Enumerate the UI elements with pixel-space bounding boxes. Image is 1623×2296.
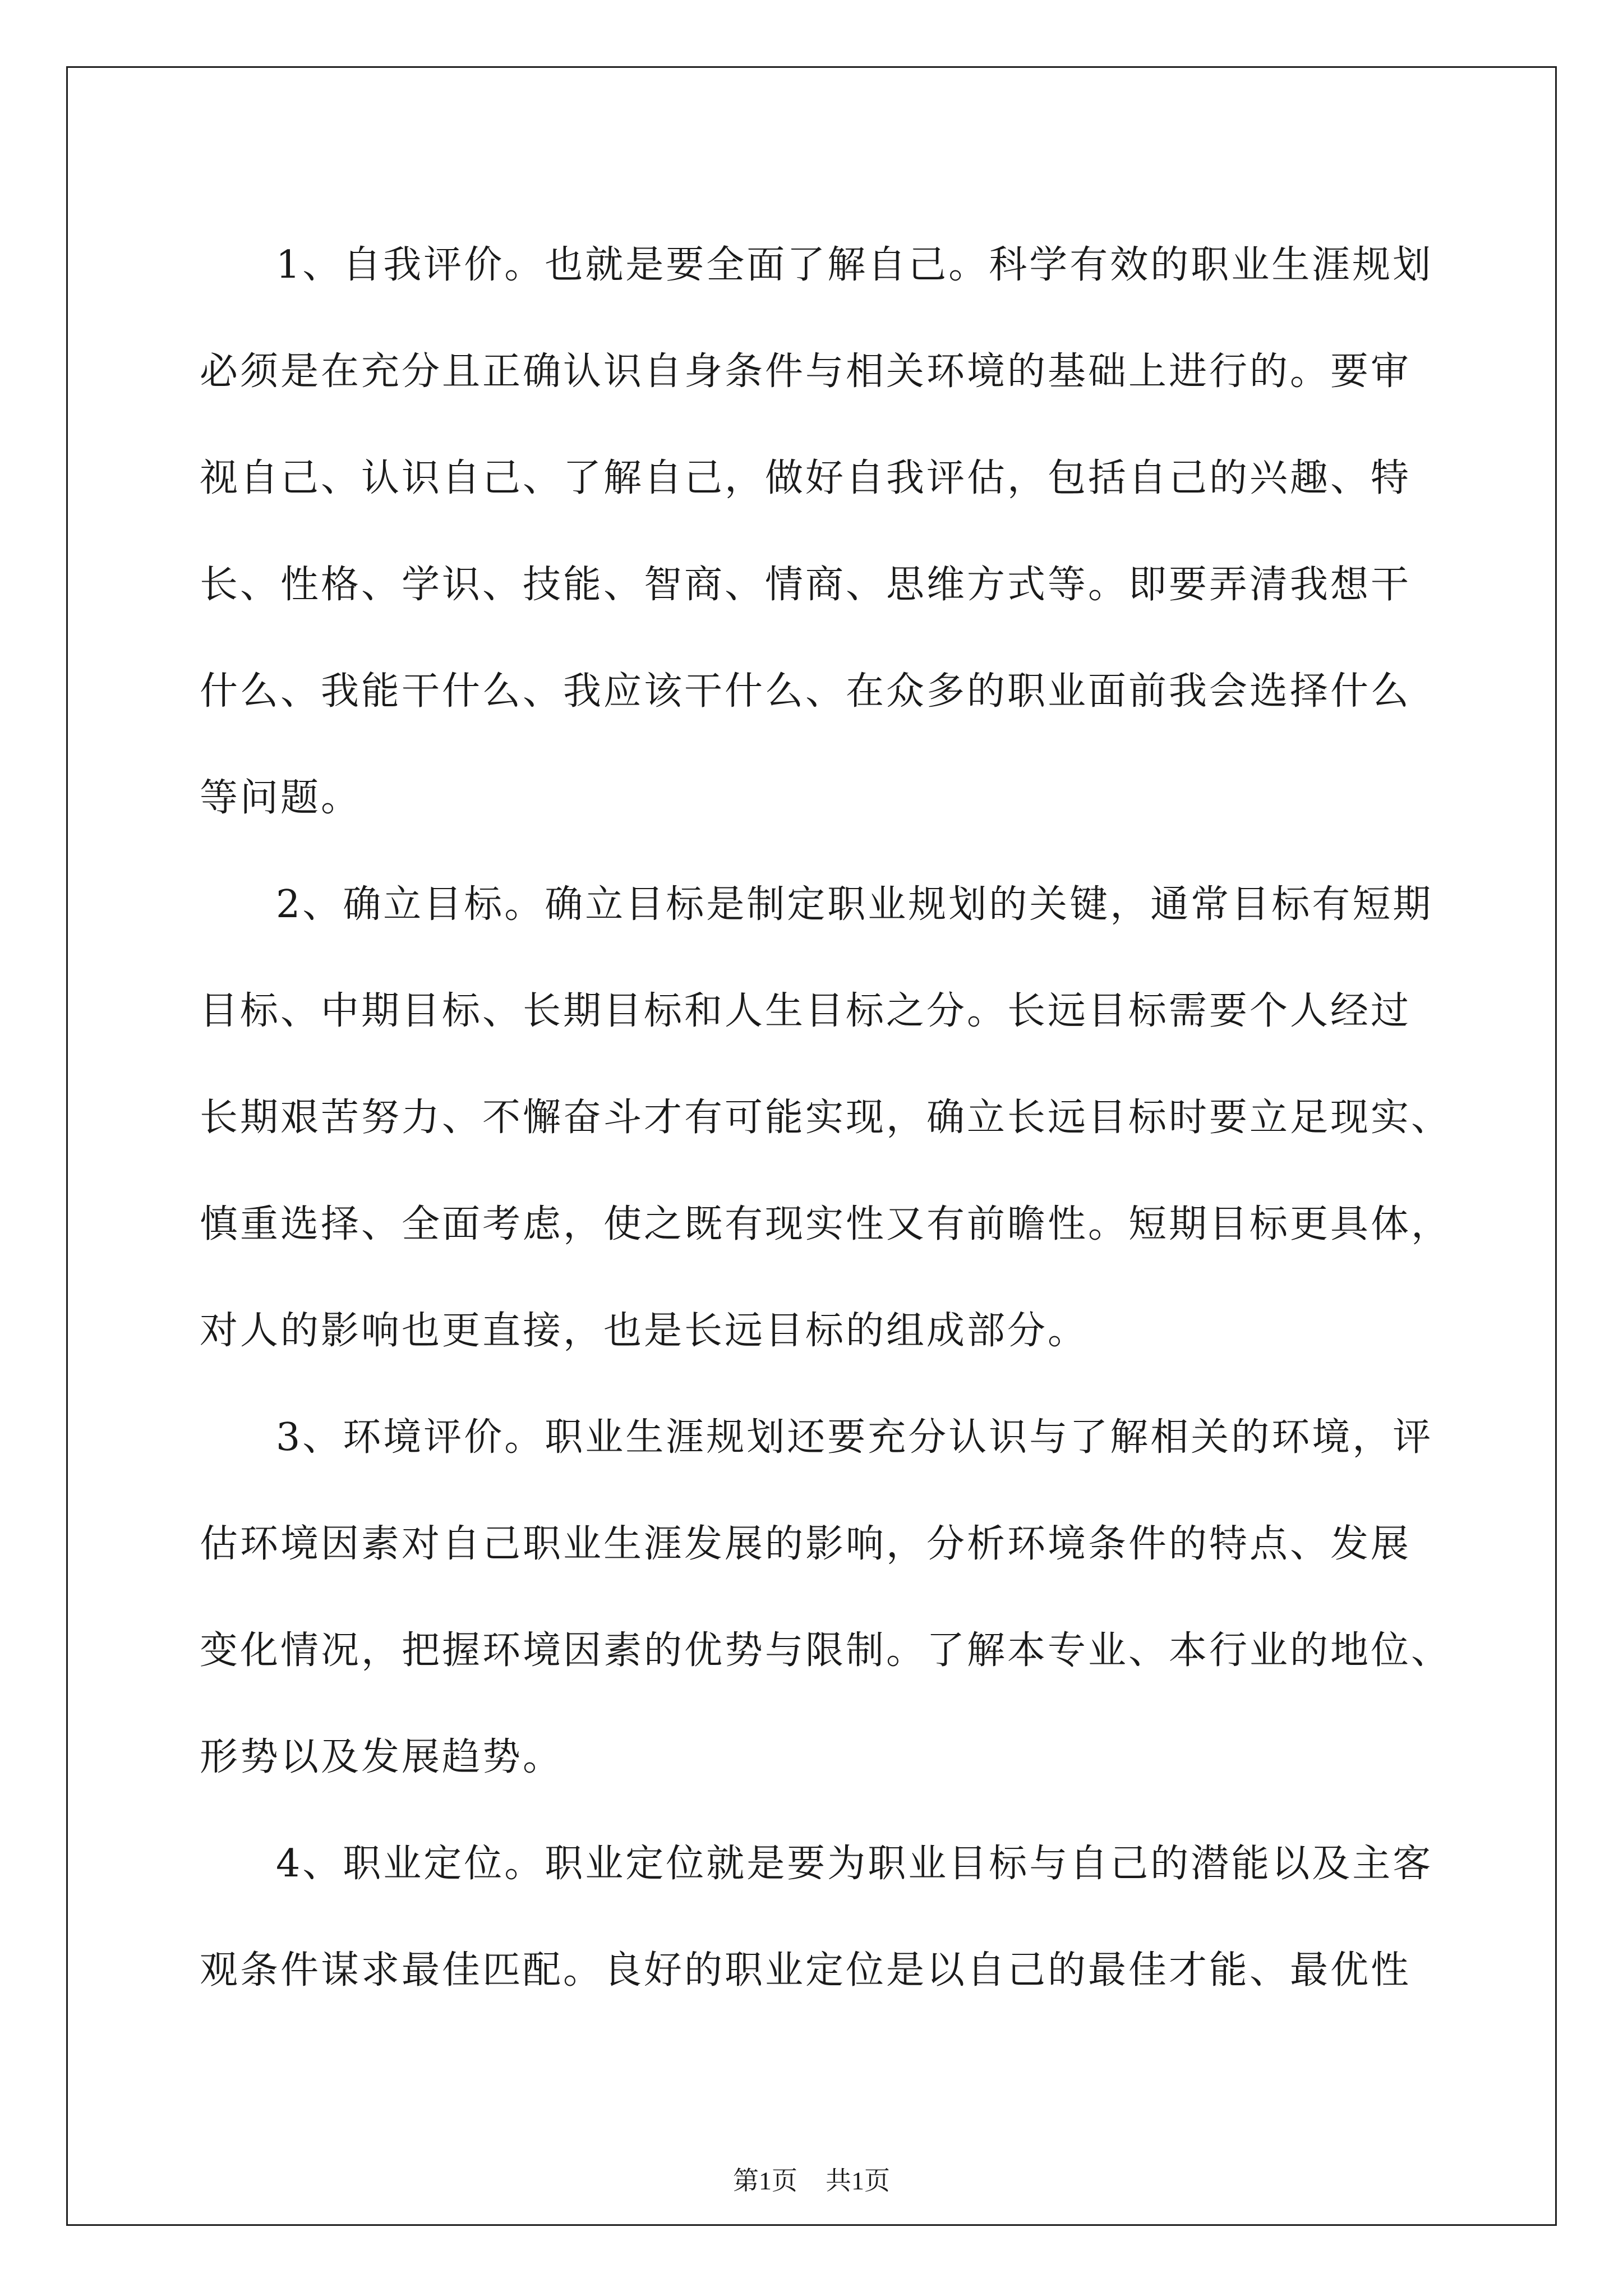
paragraph-2-line-1: 2、确立目标。确立目标是制定职业规划的关键，通常目标有短期 xyxy=(276,882,1433,927)
paragraph-3-line-2: 估环境因素对自己职业生涯发展的影响，分析环境条件的特点、发展 xyxy=(200,1522,1412,1566)
page-number: 第1页 xyxy=(733,2166,797,2195)
paragraph-3-line-1: 3、环境评价。职业生涯规划还要充分认识与了解相关的环境，评 xyxy=(276,1415,1433,1460)
paragraph-2-line-2: 目标、中期目标、长期目标和人生目标之分。长远目标需要个人经过 xyxy=(200,989,1412,1033)
paragraph-3-line-4: 形势以及发展趋势。 xyxy=(200,1735,564,1779)
paragraph-4-line-1: 4、职业定位。职业定位就是要为职业目标与自己的潜能以及主客 xyxy=(276,1842,1433,1886)
page-footer xyxy=(0,2164,1623,2198)
paragraph-1-line-6: 等问题。 xyxy=(200,776,362,820)
paragraph-1-line-2: 必须是在充分且正确认识自身条件与相关环境的基础上进行的。要审 xyxy=(200,349,1412,394)
paragraph-2-line-4: 慎重选择、全面考虑，使之既有现实性又有前瞻性。短期目标更具体， xyxy=(200,1202,1452,1246)
paragraph-1-line-3: 视自己、认识自己、了解自己，做好自我评估，包括自己的兴趣、特 xyxy=(200,456,1412,500)
paragraph-4-line-2: 观条件谋求最佳匹配。良好的职业定位是以自己的最佳才能、最优性 xyxy=(200,1948,1412,1993)
page-total: 共1页 xyxy=(826,2166,890,2195)
paragraph-1-line-4: 长、性格、学识、技能、智商、情商、思维方式等。即要弄清我想干 xyxy=(200,563,1412,607)
paragraph-3-line-3: 变化情况，把握环境因素的优势与限制。了解本专业、本行业的地位、 xyxy=(200,1628,1452,1673)
document-body xyxy=(200,212,1452,2024)
paragraph-2-line-5: 对人的影响也更直接，也是长远目标的组成部分。 xyxy=(200,1309,1089,1353)
paragraph-2-line-3: 长期艰苦努力、不懈奋斗才有可能实现，确立长远目标时要立足现实、 xyxy=(200,1096,1452,1140)
paragraph-1-line-1: 1、自我评价。也就是要全面了解自己。科学有效的职业生涯规划 xyxy=(276,243,1433,287)
paragraph-1-line-5: 什么、我能干什么、我应该干什么、在众多的职业面前我会选择什么 xyxy=(200,669,1412,714)
